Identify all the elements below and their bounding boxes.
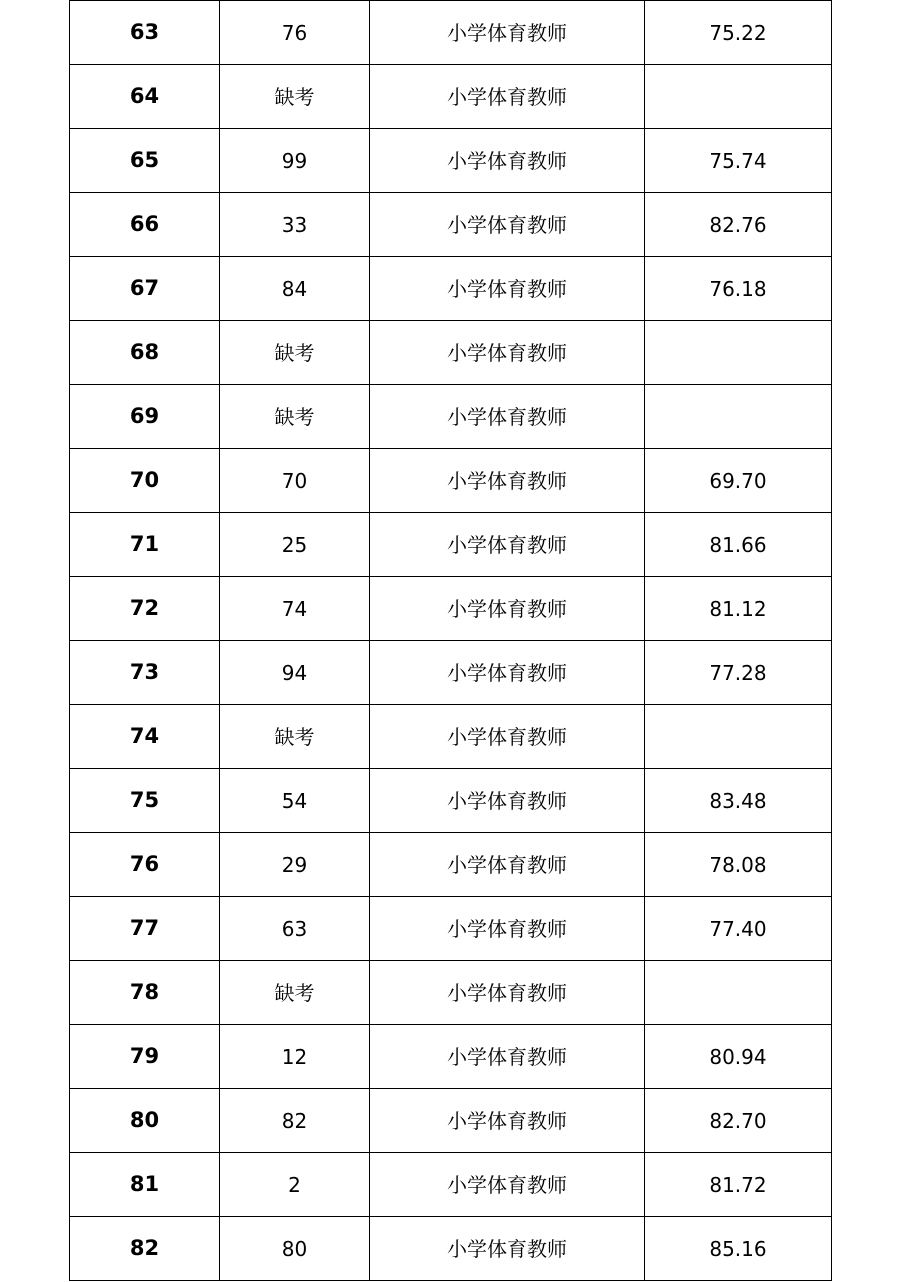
table-row xyxy=(70,449,832,513)
seq-cell: 75 xyxy=(70,769,220,833)
code-cell: 缺考 xyxy=(220,961,370,1025)
score-cell xyxy=(645,961,832,1025)
seq-cell: 80 xyxy=(70,1089,220,1153)
table-row xyxy=(70,193,832,257)
position-cell: 小学体育教师 xyxy=(370,257,645,321)
position-cell: 小学体育教师 xyxy=(370,385,645,449)
code-cell: 63 xyxy=(220,897,370,961)
table-row xyxy=(70,257,832,321)
results-table xyxy=(69,0,832,1281)
table-row xyxy=(70,129,832,193)
score-cell xyxy=(645,65,832,129)
seq-cell: 64 xyxy=(70,65,220,129)
code-cell: 82 xyxy=(220,1089,370,1153)
position-cell: 小学体育教师 xyxy=(370,1025,645,1089)
table-row xyxy=(70,513,832,577)
seq-cell: 81 xyxy=(70,1153,220,1217)
position-cell: 小学体育教师 xyxy=(370,129,645,193)
seq-cell: 65 xyxy=(70,129,220,193)
score-cell xyxy=(645,385,832,449)
table-row xyxy=(70,705,832,769)
code-cell: 84 xyxy=(220,257,370,321)
code-cell: 33 xyxy=(220,193,370,257)
position-cell: 小学体育教师 xyxy=(370,193,645,257)
position-cell: 小学体育教师 xyxy=(370,513,645,577)
table-row xyxy=(70,769,832,833)
code-cell: 54 xyxy=(220,769,370,833)
position-cell: 小学体育教师 xyxy=(370,833,645,897)
table-row xyxy=(70,1025,832,1089)
code-cell: 缺考 xyxy=(220,385,370,449)
table-row xyxy=(70,897,832,961)
position-cell: 小学体育教师 xyxy=(370,321,645,385)
code-cell: 99 xyxy=(220,129,370,193)
position-cell: 小学体育教师 xyxy=(370,641,645,705)
code-cell: 74 xyxy=(220,577,370,641)
score-cell: 81.72 xyxy=(645,1153,832,1217)
code-cell: 2 xyxy=(220,1153,370,1217)
table-row xyxy=(70,641,832,705)
seq-cell: 67 xyxy=(70,257,220,321)
position-cell: 小学体育教师 xyxy=(370,1089,645,1153)
score-cell: 75.22 xyxy=(645,1,832,65)
seq-cell: 76 xyxy=(70,833,220,897)
score-cell: 82.76 xyxy=(645,193,832,257)
table-row xyxy=(70,1217,832,1281)
position-cell: 小学体育教师 xyxy=(370,449,645,513)
code-cell: 12 xyxy=(220,1025,370,1089)
code-cell: 76 xyxy=(220,1,370,65)
score-cell: 83.48 xyxy=(645,769,832,833)
position-cell: 小学体育教师 xyxy=(370,769,645,833)
score-cell xyxy=(645,321,832,385)
score-cell: 69.70 xyxy=(645,449,832,513)
position-cell: 小学体育教师 xyxy=(370,1,645,65)
score-cell: 82.70 xyxy=(645,1089,832,1153)
table-row xyxy=(70,65,832,129)
seq-cell: 82 xyxy=(70,1217,220,1281)
score-cell: 85.16 xyxy=(645,1217,832,1281)
position-cell: 小学体育教师 xyxy=(370,1153,645,1217)
seq-cell: 68 xyxy=(70,321,220,385)
seq-cell: 69 xyxy=(70,385,220,449)
code-cell: 缺考 xyxy=(220,321,370,385)
score-cell: 77.28 xyxy=(645,641,832,705)
seq-cell: 74 xyxy=(70,705,220,769)
code-cell: 80 xyxy=(220,1217,370,1281)
table-row xyxy=(70,385,832,449)
seq-cell: 73 xyxy=(70,641,220,705)
position-cell: 小学体育教师 xyxy=(370,577,645,641)
seq-cell: 66 xyxy=(70,193,220,257)
position-cell: 小学体育教师 xyxy=(370,1217,645,1281)
position-cell: 小学体育教师 xyxy=(370,961,645,1025)
seq-cell: 71 xyxy=(70,513,220,577)
position-cell: 小学体育教师 xyxy=(370,705,645,769)
score-cell: 78.08 xyxy=(645,833,832,897)
seq-cell: 79 xyxy=(70,1025,220,1089)
table-row xyxy=(70,321,832,385)
score-cell xyxy=(645,705,832,769)
table-row xyxy=(70,1153,832,1217)
seq-cell: 72 xyxy=(70,577,220,641)
seq-cell: 77 xyxy=(70,897,220,961)
code-cell: 70 xyxy=(220,449,370,513)
table-row xyxy=(70,1,832,65)
score-cell: 81.66 xyxy=(645,513,832,577)
code-cell: 25 xyxy=(220,513,370,577)
table-row xyxy=(70,577,832,641)
code-cell: 缺考 xyxy=(220,65,370,129)
position-cell: 小学体育教师 xyxy=(370,65,645,129)
code-cell: 94 xyxy=(220,641,370,705)
seq-cell: 78 xyxy=(70,961,220,1025)
score-cell: 80.94 xyxy=(645,1025,832,1089)
position-cell: 小学体育教师 xyxy=(370,897,645,961)
code-cell: 29 xyxy=(220,833,370,897)
table-row xyxy=(70,961,832,1025)
seq-cell: 63 xyxy=(70,1,220,65)
table-row xyxy=(70,833,832,897)
score-cell: 76.18 xyxy=(645,257,832,321)
score-cell: 77.40 xyxy=(645,897,832,961)
results-table-body xyxy=(70,1,832,1281)
score-cell: 81.12 xyxy=(645,577,832,641)
table-row xyxy=(70,1089,832,1153)
seq-cell: 70 xyxy=(70,449,220,513)
score-cell: 75.74 xyxy=(645,129,832,193)
code-cell: 缺考 xyxy=(220,705,370,769)
